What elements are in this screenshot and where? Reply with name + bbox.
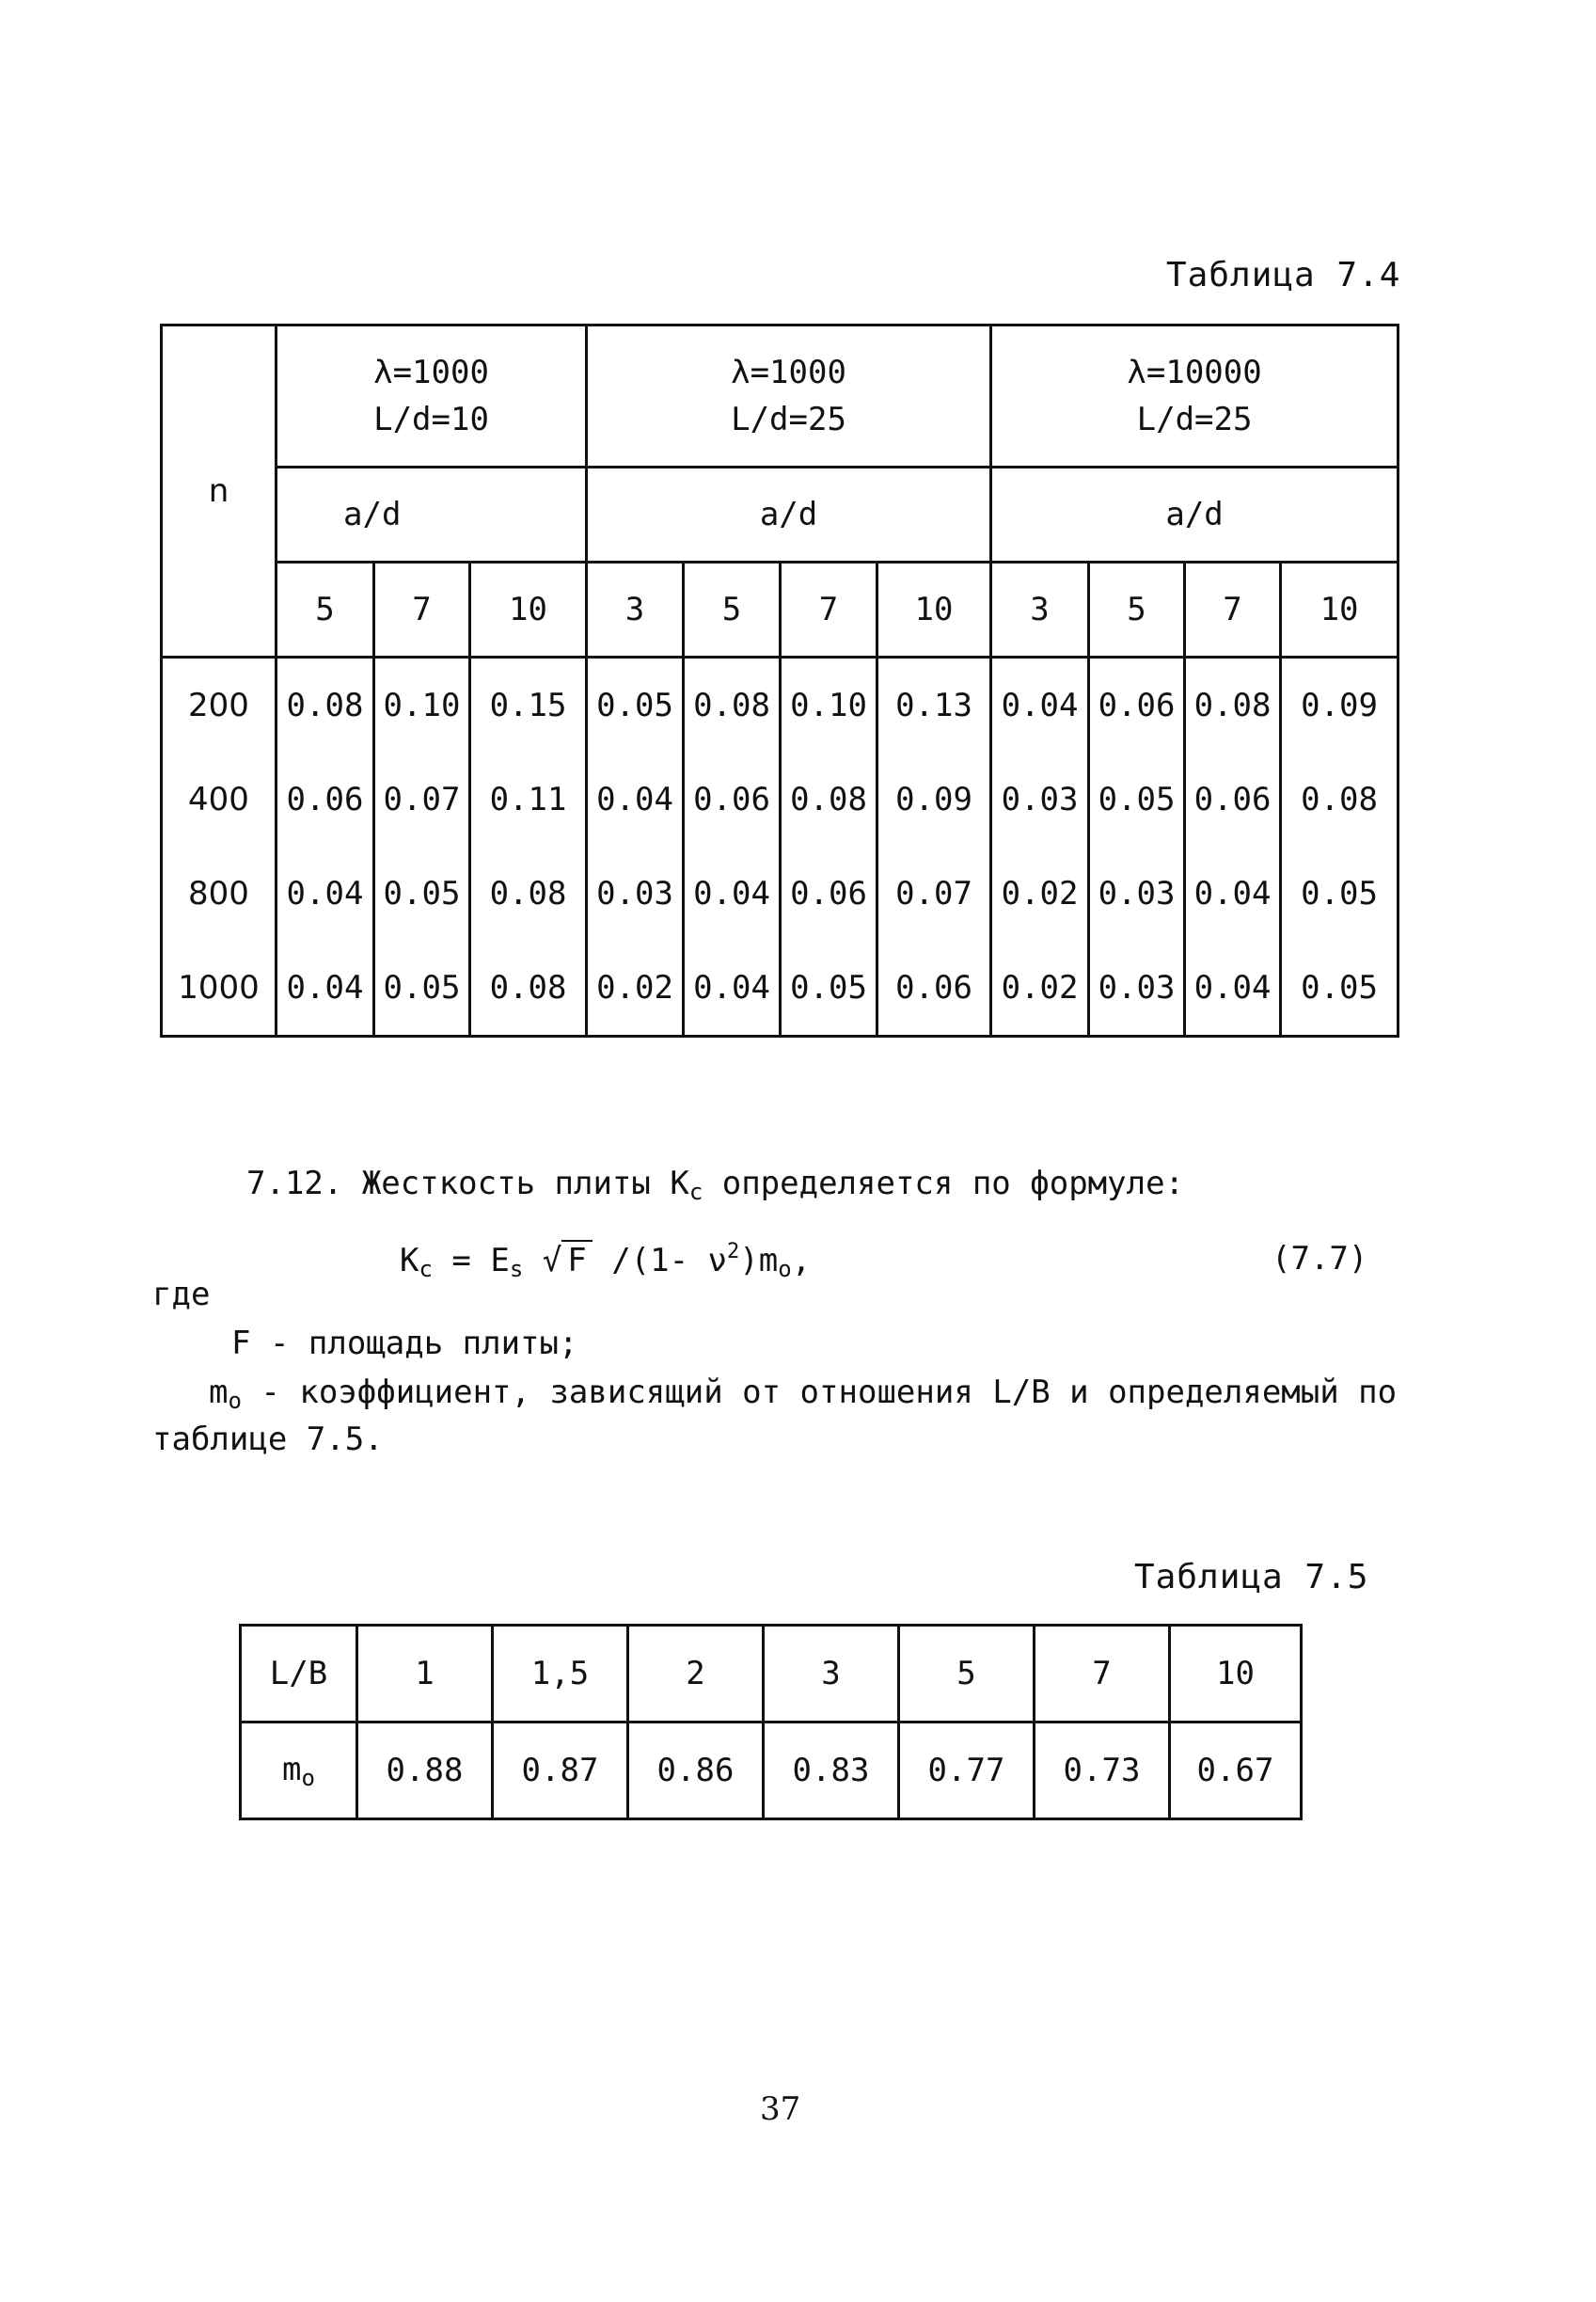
col-header: 5 xyxy=(684,563,781,658)
table-row xyxy=(241,1626,1302,1723)
group-1-ad: a/d xyxy=(277,468,587,563)
formula-eq: = E xyxy=(432,1242,510,1279)
group-1-lambda: λ=1000 xyxy=(373,354,489,391)
table-cell: 0.08 xyxy=(781,753,877,847)
formula-lhs: K xyxy=(400,1242,419,1279)
group-header-2 xyxy=(587,325,991,468)
table-cell: 0.08 xyxy=(470,847,587,941)
formula-number: (7.7) xyxy=(1272,1240,1368,1278)
table-cell: 0.88 xyxy=(357,1723,493,1819)
table-cell: 0.04 xyxy=(684,941,781,1037)
group-2-ad: a/d xyxy=(587,468,991,563)
formula-m-sub: o xyxy=(778,1256,792,1282)
table-cell: 0.03 xyxy=(587,847,684,941)
table-cell: 2 xyxy=(628,1626,764,1723)
table-cell: 0.07 xyxy=(877,847,991,941)
table-cell: 0.04 xyxy=(1185,941,1281,1037)
table-cell: 10 xyxy=(1170,1626,1302,1723)
heading-suffix: определяется по формуле: xyxy=(703,1165,1185,1202)
table-cell: 0.03 xyxy=(991,753,1089,847)
table-cell: 0.15 xyxy=(470,658,587,754)
col-header: 10 xyxy=(470,563,587,658)
table-cell: 3 xyxy=(764,1626,899,1723)
col-header: 5 xyxy=(1089,563,1185,658)
row-label: 800 xyxy=(162,847,277,941)
table-cell: 0.03 xyxy=(1089,941,1185,1037)
formula-sqrt-arg: F xyxy=(561,1240,592,1279)
table-cell: 0.10 xyxy=(374,658,470,754)
table-cell: 0.05 xyxy=(587,658,684,754)
table-cell: 0.08 xyxy=(1281,753,1398,847)
formula-es-sub: s xyxy=(509,1256,524,1282)
definition-f: F - площадь плиты; xyxy=(231,1325,578,1362)
table-cell: 0.06 xyxy=(684,753,781,847)
page-number: 37 xyxy=(760,2090,801,2128)
definition-m xyxy=(209,1373,1397,1414)
col-header: 10 xyxy=(1281,563,1398,658)
table-cell: 0.08 xyxy=(1185,658,1281,754)
formula-7-7 xyxy=(400,1240,811,1282)
table-7-4-caption: Таблица 7.4 xyxy=(1166,256,1401,294)
table-cell: 0.05 xyxy=(1281,941,1398,1037)
table-cell: 0.86 xyxy=(628,1723,764,1819)
definition-m-continuation: таблице 7.5. xyxy=(152,1421,384,1458)
group-header-3 xyxy=(991,325,1398,468)
table-7-5 xyxy=(239,1624,1303,1820)
formula-middle: /(1- ν xyxy=(592,1242,728,1279)
heading-prefix: 7.12. Жесткость плиты K xyxy=(246,1165,689,1202)
table-cell: 0.04 xyxy=(587,753,684,847)
table-cell: 0.05 xyxy=(374,847,470,941)
formula-sqrt-sign: √ xyxy=(542,1242,562,1279)
table-cell: 0.06 xyxy=(781,847,877,941)
row-label: 1000 xyxy=(162,941,277,1037)
formula-power: 2 xyxy=(727,1240,740,1263)
table-cell: 0.08 xyxy=(684,658,781,754)
row-label-lb: L/B xyxy=(241,1626,357,1723)
row-label-mo xyxy=(241,1723,357,1819)
table-cell: 0.13 xyxy=(877,658,991,754)
table-cell: 0.73 xyxy=(1035,1723,1170,1819)
table-cell: 0.83 xyxy=(764,1723,899,1819)
table-cell: 0.10 xyxy=(781,658,877,754)
formula-lhs-sub: c xyxy=(419,1256,433,1282)
definition-m-text: - коэффициент, зависящий от отношения L/B и определяемый по xyxy=(241,1373,1398,1411)
table-cell: 0.04 xyxy=(277,941,374,1037)
col-header: 10 xyxy=(877,563,991,658)
table-cell: 0.05 xyxy=(374,941,470,1037)
formula-end: , xyxy=(791,1242,812,1279)
group-1-ld: L/d=10 xyxy=(373,401,489,438)
table-cell: 1,5 xyxy=(493,1626,628,1723)
table-row xyxy=(241,1723,1302,1819)
mo-subscript: o xyxy=(301,1764,315,1791)
table-cell: 0.87 xyxy=(493,1723,628,1819)
group-3-lambda: λ=10000 xyxy=(1127,354,1262,391)
table-cell: 0.05 xyxy=(1281,847,1398,941)
table-cell: 0.09 xyxy=(1281,658,1398,754)
col-header: 3 xyxy=(991,563,1089,658)
table-cell: 0.06 xyxy=(1089,658,1185,754)
table-cell: 0.09 xyxy=(877,753,991,847)
table-cell: 0.06 xyxy=(877,941,991,1037)
group-2-ld: L/d=25 xyxy=(731,401,846,438)
table-cell: 0.08 xyxy=(277,658,374,754)
table-cell: 0.77 xyxy=(899,1723,1035,1819)
col-header: 5 xyxy=(277,563,374,658)
col-header: 7 xyxy=(781,563,877,658)
table-row xyxy=(162,941,1398,1037)
col-header: 7 xyxy=(374,563,470,658)
row-label: 400 xyxy=(162,753,277,847)
table-row xyxy=(162,753,1398,847)
table-cell: 0.67 xyxy=(1170,1723,1302,1819)
table-cell: 0.06 xyxy=(277,753,374,847)
row-label: 200 xyxy=(162,658,277,754)
table-cell: 7 xyxy=(1035,1626,1170,1723)
group-3-ld: L/d=25 xyxy=(1136,401,1253,438)
section-7-12-heading xyxy=(246,1165,1184,1205)
table-cell: 0.04 xyxy=(991,658,1089,754)
table-cell: 0.07 xyxy=(374,753,470,847)
table-cell: 0.11 xyxy=(470,753,587,847)
table-7-5-caption: Таблица 7.5 xyxy=(1134,1558,1369,1596)
group-header-1 xyxy=(277,325,587,468)
table-cell: 0.06 xyxy=(1185,753,1281,847)
col-header: 3 xyxy=(587,563,684,658)
table-row xyxy=(162,658,1398,754)
col-header: 7 xyxy=(1185,563,1281,658)
where-label: где xyxy=(152,1276,211,1313)
table-cell: 0.02 xyxy=(587,941,684,1037)
table-cell: 0.05 xyxy=(1089,753,1185,847)
table-cell: 0.08 xyxy=(470,941,587,1037)
table-cell: 0.04 xyxy=(684,847,781,941)
table-cell: 0.02 xyxy=(991,941,1089,1037)
definition-m-subscript: o xyxy=(228,1388,242,1414)
table-cell: 0.05 xyxy=(781,941,877,1037)
table-cell: 5 xyxy=(899,1626,1035,1723)
group-3-ad: a/d xyxy=(991,468,1398,563)
group-2-lambda: λ=1000 xyxy=(731,354,846,391)
formula-close: )m xyxy=(739,1242,779,1279)
table-7-4 xyxy=(160,324,1399,1038)
mo-symbol: m xyxy=(282,1750,302,1788)
row-header-n: n xyxy=(162,325,277,658)
heading-subscript: c xyxy=(688,1179,703,1205)
table-cell: 0.02 xyxy=(991,847,1089,941)
table-cell: 0.03 xyxy=(1089,847,1185,941)
table-cell: 1 xyxy=(357,1626,493,1723)
table-cell: 0.04 xyxy=(277,847,374,941)
table-row xyxy=(162,847,1398,941)
definition-m-symbol: m xyxy=(209,1373,229,1411)
table-cell: 0.04 xyxy=(1185,847,1281,941)
